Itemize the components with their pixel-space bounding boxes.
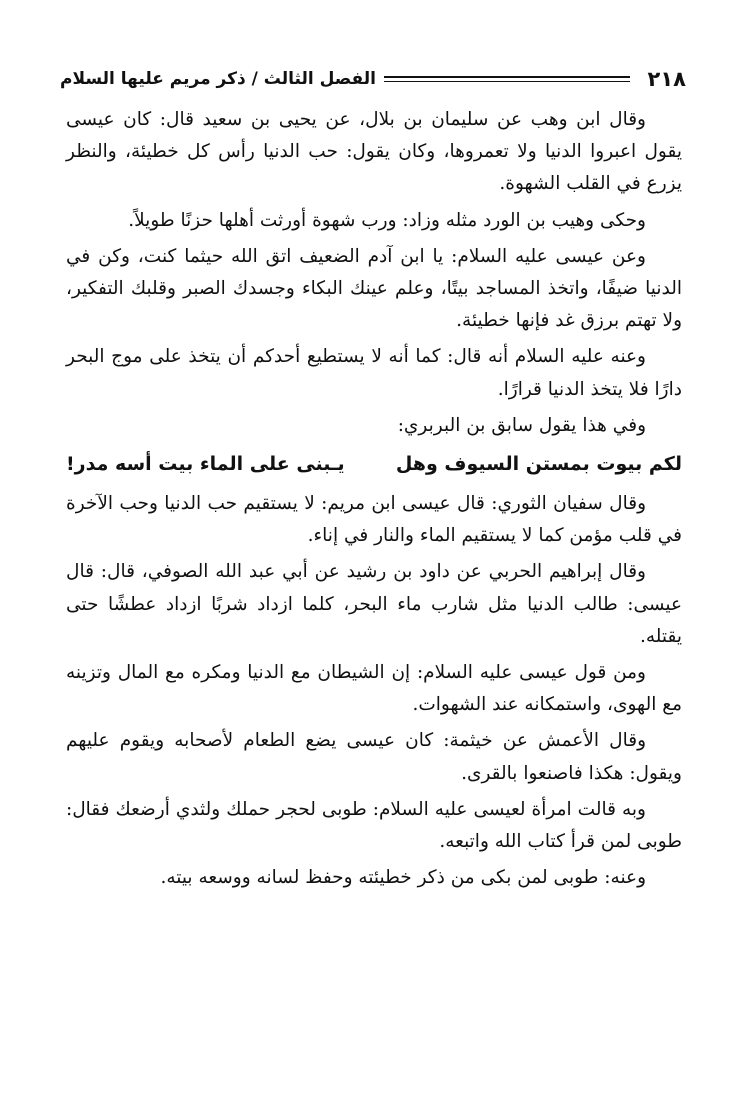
paragraph: وعنه: طوبى لمن بكى من ذكر خطيئته وحفظ لسانه ووسعه بيته. xyxy=(160,867,646,889)
body-text xyxy=(66,104,682,898)
poem-verse xyxy=(66,446,682,482)
paragraph: وقال سفيان الثوري: قال عيسى ابن مريم: لا يستقيم حب الدنيا وحب الآخرة في قلب مؤمن كما لا يستقيم الماء والنار في إناء. xyxy=(66,493,682,547)
paragraph: وقال إبراهيم الحربي عن داود بن رشيد عن أبي عبد الله الصوفي، قال: قال عيسى: طالب الدنيا مثل شارب ماء البحر، كلما ازداد شربًا ازداد عطشًا حتى يقتله. xyxy=(66,561,682,647)
chapter-title: الفصل الثالث / ذكر مريم عليها السلام xyxy=(60,69,376,89)
paragraph: وقال ابن وهب عن سليمان بن بلال، عن يحيى بن سعيد قال: كان عيسى يقول اعبروا الدنيا ولا تعمروها، وكان يقول: حب الدنيا رأس كل خطيئة، والنظر يزرع في القلب الشهوة. xyxy=(66,109,682,195)
page-number: ٢١٨ xyxy=(647,67,686,91)
paragraph: وحكى وهيب بن الورد مثله وزاد: ورب شهوة أورثت أهلها حزنًا طويلاً. xyxy=(128,209,646,231)
paragraph: وبه قالت امرأة لعيسى عليه السلام: طوبى لحجر حملك ولثدي أرضعك فقال: طوبى لمن قرأ كتاب الله واتبعه. xyxy=(66,798,682,853)
paragraph: وقال الأعمش عن خيثمة: كان عيسى يضع الطعام لأصحابه ويقوم عليهم ويقول: هكذا فاصنعوا بالقرى. xyxy=(66,730,682,784)
paragraph: وعنه عليه السلام أنه قال: كما أنه لا يستطيع أحدكم أن يتخذ على موج البحر دارًا فلا يتخذ الدنيا قرارًا. xyxy=(66,346,682,400)
paragraph: ومن قول عيسى عليه السلام: إن الشيطان مع الدنيا ومكره مع المال وتزينه مع الهوى، واستمكانه عند الشهوات. xyxy=(66,662,682,716)
header-rule xyxy=(384,76,630,82)
paragraph: وفي هذا يقول سابق بن البربري: xyxy=(397,414,646,436)
verse-second-hemistich: يـبنى على الماء بيت أسه مدر! xyxy=(66,453,345,476)
paragraph: وعن عيسى عليه السلام: يا ابن آدم الضعيف اتق الله حيثما كنت، وكن في الدنيا ضيفًا، واتخذ المساجد بيتًا، وعلم عينك البكاء وجسدك الصبر وقلبك التفكير، ولا تهتم برزق غد فإنها خطيئة. xyxy=(66,245,682,332)
verse-first-hemistich: لكم بيوت بمستن السيوف وهل xyxy=(395,453,682,476)
running-header xyxy=(60,62,686,96)
